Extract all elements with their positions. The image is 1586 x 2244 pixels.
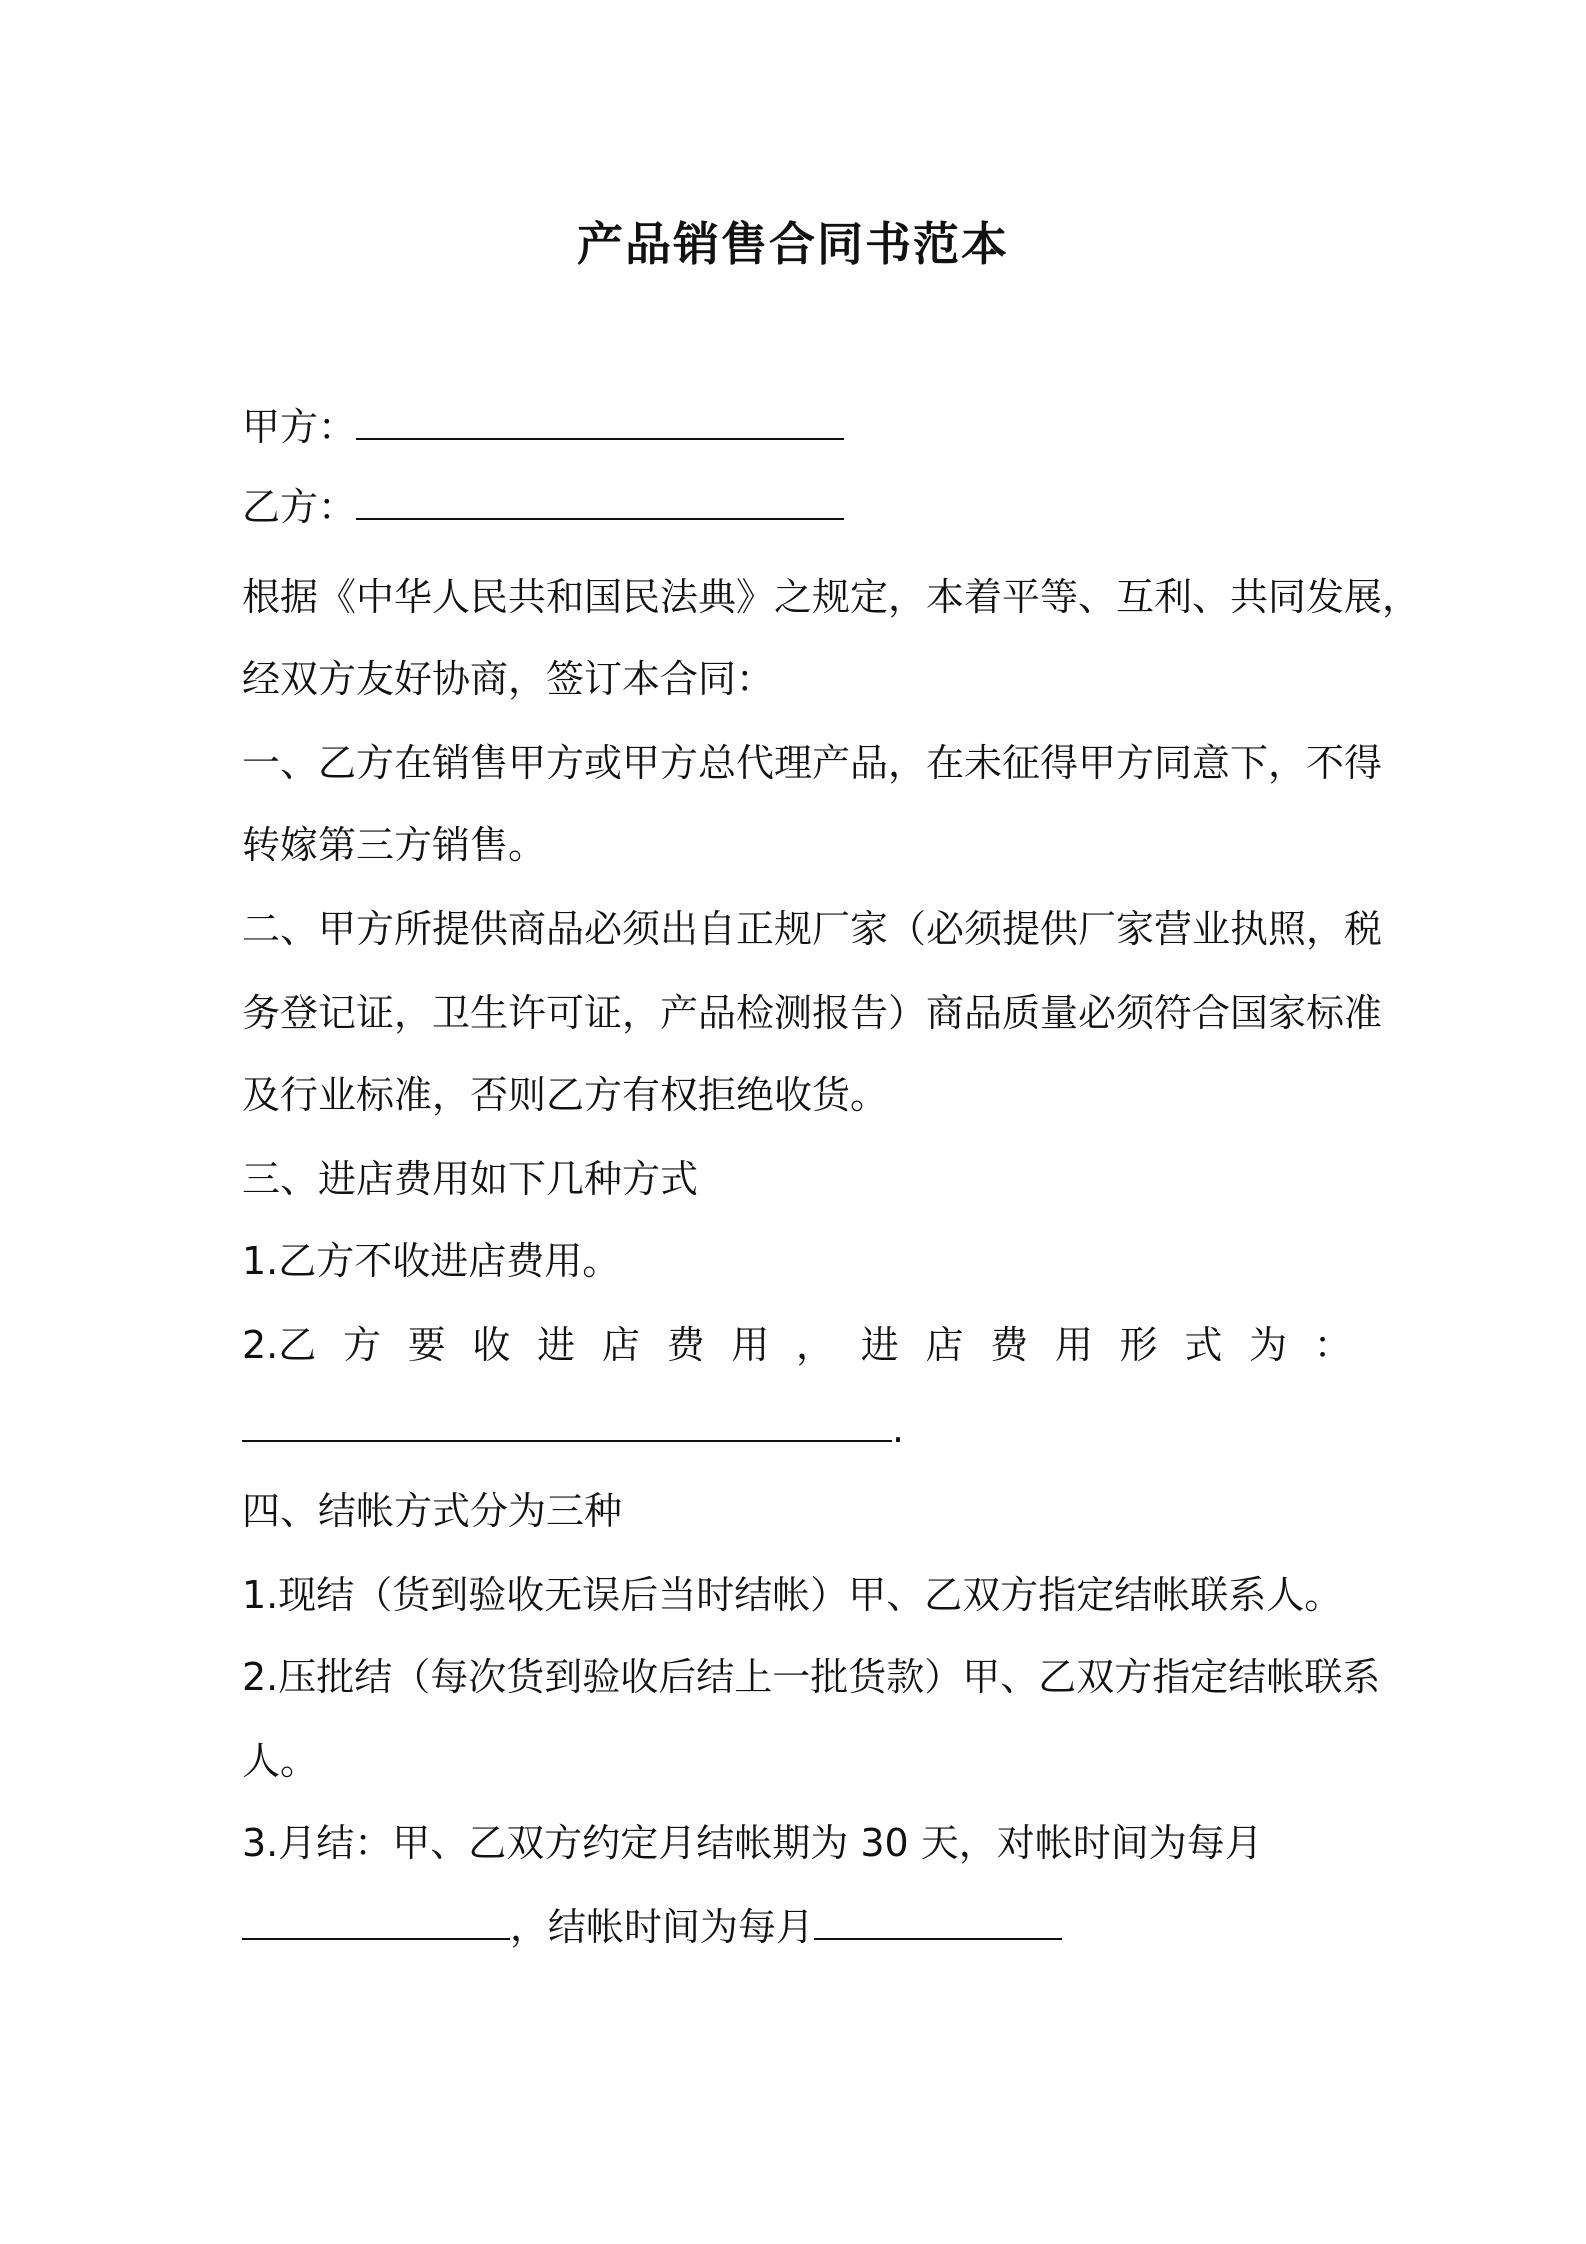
clause3-item-2-char: 进 xyxy=(860,1323,899,1367)
clause3-item-2-char: 费 xyxy=(666,1323,705,1367)
party-a-blank[interactable] xyxy=(356,408,844,440)
clause4-item-2-line-2: 人。 xyxy=(242,1739,319,1783)
intro-line-1: 根据《中华人民共和国民法典》之规定，本着平等、互利、共同发展， xyxy=(242,575,1421,619)
clause3-item-2-char: 要 xyxy=(407,1323,446,1367)
clause3-item-2-char: 费 xyxy=(990,1323,1029,1367)
clause2-line-2: 务登记证，卫生许可证，产品检测报告）商品质量必须符合国家标准 xyxy=(242,991,1383,1035)
clause3-item-2 xyxy=(242,1320,1352,1370)
clause4-item-3-line-2 xyxy=(242,1902,1352,1952)
clause3-item-1: 1.乙方不收进店费用。 xyxy=(242,1239,621,1283)
clause3-item-2-char: 收 xyxy=(472,1323,511,1367)
clause3-item-2-char: ： xyxy=(1313,1323,1352,1367)
party-a-line xyxy=(242,402,1352,452)
clause3-heading: 三、进店费用如下几种方式 xyxy=(242,1157,699,1201)
fee-form-blank[interactable] xyxy=(242,1410,892,1442)
clause3-item-2-char: 为 xyxy=(1249,1323,1288,1367)
clause3-item-2-char: ， xyxy=(796,1323,835,1367)
clause4-heading: 四、结帐方式分为三种 xyxy=(242,1489,623,1533)
intro-line-2: 经双方友好协商，签订本合同： xyxy=(242,657,775,701)
page-title: 产品销售合同书范本 xyxy=(577,217,1009,271)
clause3-item-2-char: 方 xyxy=(342,1323,381,1367)
clause1-line-2: 转嫁第三方销售。 xyxy=(242,823,547,867)
clause3-item-2-char: 店 xyxy=(601,1323,640,1367)
clause4-item-1: 1.现结（货到验收无误后当时结帐）甲、乙双方指定结帐联系人。 xyxy=(242,1573,1343,1617)
clause1-line-1: 一、乙方在销售甲方或甲方总代理产品，在未征得甲方同意下，不得 xyxy=(242,741,1383,785)
clause3-item-2-char: 店 xyxy=(925,1323,964,1367)
party-b-blank[interactable] xyxy=(356,488,844,520)
clause3-item-2-char: 形 xyxy=(1119,1323,1158,1367)
clause4-item-2-line-1: 2.压批结（每次货到验收后结上一批货款）甲、乙双方指定结帐联系 xyxy=(242,1655,1381,1699)
clause3-item-2-blank-line xyxy=(242,1404,1352,1454)
clause3-item-2-char: 用 xyxy=(731,1323,770,1367)
party-a-label: 甲方： xyxy=(242,405,357,449)
reconcile-date-blank[interactable] xyxy=(242,1908,510,1940)
clause3-item-2-char: 进 xyxy=(537,1323,576,1367)
party-b-label: 乙方： xyxy=(242,485,357,529)
clause3-item-2-char: 用 xyxy=(1054,1323,1093,1367)
fee-form-period: . xyxy=(892,1407,905,1451)
clause4-item-3-line-1: 3.月结：甲、乙双方约定月结帐期为 30 天，对帐时间为每月 xyxy=(242,1821,1263,1865)
settle-time-label: ，结帐时间为每月 xyxy=(510,1905,815,1949)
clause2-line-1: 二、甲方所提供商品必须出自正规厂家（必须提供厂家营业执照，税 xyxy=(242,907,1383,951)
clause3-item-2-char: 式 xyxy=(1184,1323,1223,1367)
settle-date-blank[interactable] xyxy=(814,1908,1062,1940)
party-b-line xyxy=(242,482,1352,532)
clause2-line-3: 及行业标准，否则乙方有权拒绝收货。 xyxy=(242,1073,889,1117)
clause3-item-2-char: 2.乙 xyxy=(242,1323,317,1367)
